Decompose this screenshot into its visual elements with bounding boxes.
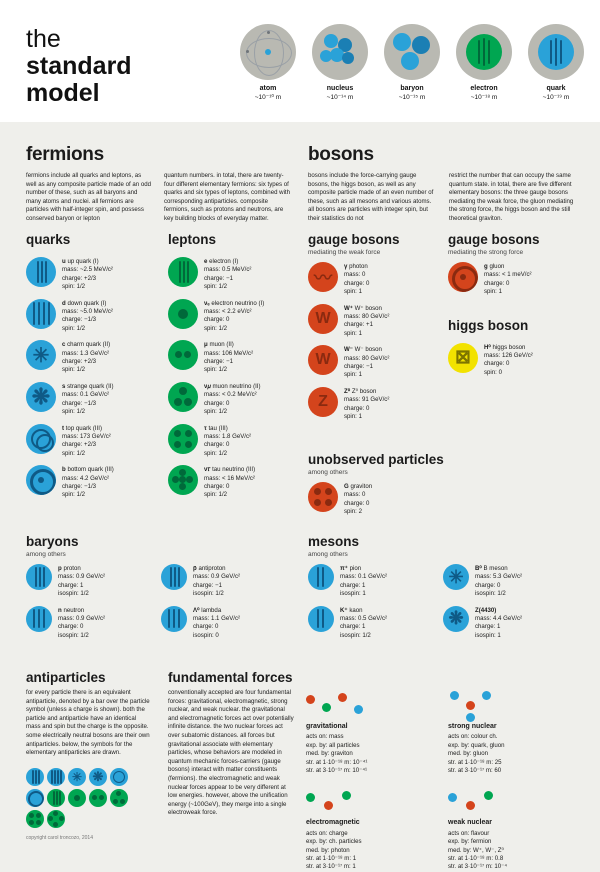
top-quark-icon [26,424,56,454]
copyright-footer: copyright carol troncozo, 2014 [26,835,93,841]
content [0,122,600,871]
electromagnetic-diagram-icon [306,789,436,819]
up-quark-symbol: u [62,258,66,265]
forces-text: conventionally accepted are four fundamental forces: gravitational, electromagnetic, strong nuclear, and weak nuclear. the gravitational and electromagnetic forces act over potentially infinite distance. the two nuclear forces act over subatomic distances. all forces but gravitational associate with elementary particles, whose behaviors are modeled in quantum mechanic forces-carriers (gauge bosons) interact with matter constituents (fermions). the electromagnetic and weak nuclear forces appear to be very different at low energies. however, above the unification energy (~100GeV), they merge into a single electroweak force. [168,689,294,817]
title-line-3: model [26,79,100,107]
pion-icon [308,564,334,590]
up-quark-name: up quark (I) [67,258,99,265]
particle-row-lambda[interactable]: Λ⁰ lambda mass: 1.1 GeV/c² charge: 0 isospin: 0 [161,606,296,641]
leptons-heading: leptons [168,232,217,247]
particle-row-antiproton[interactable]: p̄ antiproton mass: 0.9 GeV/c² charge: −1 isospin: 1/2 [161,564,296,599]
nucleus-icon [312,24,368,80]
kaon-icon [308,606,334,632]
gauge-strong-heading: gauge bosons [448,232,540,247]
scale-caption-electron: electron ~10⁻¹⁸ m [470,85,498,101]
bosons-intro-2: restrict the number that can occupy the same quantum state. in total, there are five different elementary bosons: the three gauge bosons mediating the weak force, the gluon mediating the strong force, the higgs boson and the still theoretical graviton. [449,172,574,222]
particle-row-higgs[interactable]: ⊠ H⁰ higgs boson mass: 126 GeV/c² charge: 0 spin: 0 [448,343,578,378]
baryons-block [26,534,296,647]
antiparticle-icon-1 [26,768,44,786]
bosons-intro-1: bosons include the force-carrying gauge bosons, the higgs boson, as well as any composite particle made of an even number of these, such as all mesons and various atoms. all bosons are particles with integer spin, but their statistics do not [308,172,434,222]
proton-icon [26,564,52,590]
electron-neutrino-icon [168,299,198,329]
force-weak-nuclear: weak nuclear acts on: flavour exp. by: fermion med. by: W⁺, W⁻, Z⁰ str. at 1·10⁻¹⁸ m: 0.8 str. at 3·10⁻¹⁷ m: 10⁻⁴ [448,789,578,871]
up-quark-icon [26,257,56,287]
z-boson-icon: Z [308,387,338,417]
antiparticle-symbol-grid [26,768,146,828]
forces-col-right [448,689,578,872]
quarks-block [26,232,156,507]
particle-row-proton[interactable]: p proton mass: 0.9 GeV/c² charge: 1 isospin: 1/2 [26,564,161,599]
mesons-block [308,534,578,647]
antiparticle-icon-9 [89,789,107,807]
gauge-bosons-weak-block [308,232,438,429]
scale-item-quark [524,24,588,102]
title-line-2: standard [26,52,132,80]
particle-row-charm-quark[interactable]: ✳ c charm quark (II) mass: 1.3 GeV/c² charge: +2/3 spin: 1/2 [26,340,156,375]
scale-caption-nucleus: nucleus ~10⁻¹⁴ m [326,85,354,101]
z4430-icon: ❋ [443,606,469,632]
baryons-heading: baryons [26,534,79,549]
particle-row-muon[interactable]: μ muon (II) mass: 106 MeV/c² charge: −1 spin: 1/2 [168,340,298,375]
particle-row-top-quark[interactable]: t top quark (III) mass: 173 GeV/c² charge: +2/3 spin: 1/2 [26,424,156,459]
particle-row-up-quark[interactable]: u up quark (I) mass: ~2.5 MeV/c² charge: +2/3 spin: 1/2 [26,257,156,292]
strange-quark-icon: ❋ [26,382,56,412]
electron-icon [456,24,512,80]
particle-row-pion[interactable]: π⁺ pion mass: 0.1 GeV/c² charge: 1 isospin: 1 [308,564,443,599]
unobserved-block [308,452,488,524]
scale-item-nucleus [308,24,372,102]
antiparticles-heading: antiparticles [26,670,106,685]
particle-row-down-quark[interactable]: d down quark (I) mass: ~5.0 MeV/c² charge: −1/3 spin: 1/2 [26,299,156,334]
fermions-heading: fermions [26,144,104,165]
quarks-heading: quarks [26,232,71,247]
antiparticle-icon-6 [26,789,44,807]
antiproton-icon [161,564,187,590]
particle-row-electron[interactable]: e electron (I) mass: 0.5 MeV/c² charge: −1 spin: 1/2 [168,257,298,292]
b-meson-icon: ✳ [443,564,469,590]
unobserved-heading: unobserved particles [308,452,444,467]
w-minus-boson-icon: W [308,345,338,375]
antiparticle-icon-2 [47,768,65,786]
mesons-note: among others [308,551,348,558]
page-title [26,26,132,107]
baryons-note: among others [26,551,66,558]
antiparticle-icon-4: ❋ [89,768,107,786]
w-plus-boson-icon: W [308,304,338,334]
particle-row-bottom-quark[interactable]: b bottom quark (III) mass: 4.2 GeV/c² charge: −1/3 spin: 1/2 [26,465,156,500]
antiparticle-icon-3: ✳ [68,768,86,786]
baryon-icon [384,24,440,80]
particle-row-z-boson[interactable]: Z Z⁰ Z⁰ boson mass: 91 GeV/c² charge: 0 spin: 1 [308,387,438,422]
forces-heading: fundamental forces [168,670,293,685]
electron-particle-icon [168,257,198,287]
bosons-heading: bosons [308,144,374,165]
particle-row-tau[interactable]: τ tau (III) mass: 1.8 GeV/c² charge: 0 spin: 1/2 [168,424,298,459]
down-quark-icon [26,299,56,329]
scale-caption-atom: atom ~10⁻¹⁰ m [254,85,282,101]
neutron-icon [26,606,52,632]
photon-icon: 〰 [308,262,338,292]
leptons-block [168,232,298,507]
fermions-section-header [26,144,290,224]
antiparticle-icon-5 [110,768,128,786]
force-strong-nuclear: strong nuclear acts on: colour ch. exp. by: quark, gluon med. by: gluon str. at 1·10⁻¹⁸ m: 25 str. at 3·10⁻¹⁷ m: 60 [448,689,578,775]
gravitational-diagram-icon [306,689,436,723]
gauge-weak-note: mediating the weak force [308,249,381,256]
gauge-bosons-strong-block [448,232,578,384]
forces-col-left [306,689,436,872]
scale-caption-baryon: baryon ~10⁻¹⁵ m [398,85,426,101]
scale-item-electron [452,24,516,102]
fermions-intro-2: quantum numbers. in total, there are twenty-four different elementary fermions: six types of quarks and six types of leptons, combined with corresponding antiparticles. composite fermions, such as protons and neutrons, are key building blocks of everyday matter. [164,172,291,222]
gauge-weak-heading: gauge bosons [308,232,400,247]
atom-icon [240,24,296,80]
gluon-icon [448,262,478,292]
muon-neutrino-icon [168,382,198,412]
particle-row-photon[interactable]: 〰 γ photon mass: 0 charge: 0 spin: 1 [308,262,438,297]
antiparticle-icon-11 [26,810,44,828]
force-electromagnetic: electromagnetic acts on: charge exp. by: ch. particles med. by: photon str. at 1·10⁻¹⁸ m: 1 str. at 3·10⁻¹⁷ m: 1 [306,789,436,871]
antiparticles-block [26,670,156,828]
unobserved-note: among others [308,469,348,476]
bosons-section-header [308,144,578,224]
weak-nuclear-diagram-icon [448,789,578,819]
scale-row [236,24,586,116]
gauge-strong-note: mediating the strong force [448,249,524,256]
particle-row-muon-neutrino[interactable]: ν𝜇 muon neutrino (II) mass: < 0.2 MeV/c² charge: 0 spin: 1/2 [168,382,298,417]
higgs-boson-icon: ⊠ [448,343,478,373]
mesons-heading: mesons [308,534,360,549]
fermions-intro-1: fermions include all quarks and leptons, as well as any composite particle made of an odd number of these, such as all baryons and many atoms and nuclei. all fermions are particles with half-integer spin, and possess conserved baryon or lepton [26,172,151,222]
bottom-quark-icon [26,465,56,495]
particle-row-kaon[interactable]: K⁺ kaon mass: 0.5 GeV/c² charge: 1 isospin: 1/2 [308,606,443,641]
particle-row-b-meson[interactable]: ✳ B⁰ B meson mass: 5.3 GeV/c² charge: 0 isospin: 1/2 [443,564,578,599]
lambda-icon [161,606,187,632]
title-line-1: the [26,25,61,53]
force-gravitational: gravitational acts on: mass exp. by: all particles med. by: graviton str. at 1·10⁻¹⁸ m: 10⁻⁴¹ str. at 3·10⁻¹⁷ m: 10⁻⁴¹ [306,689,436,775]
particle-row-w-minus-boson[interactable]: W W⁻ W⁻ boson mass: 80 GeV/c² charge: −1 spin: 1 [308,345,438,380]
particle-row-strange-quark[interactable]: ❋ s strange quark (II) mass: 0.1 GeV/c² charge: −1/3 spin: 1/2 [26,382,156,417]
graviton-icon [308,482,338,512]
header [0,0,600,122]
quark-icon [528,24,584,80]
particle-row-z4430[interactable]: ❋ Z(4430) mass: 4.4 GeV/c² charge: 1 isospin: 1 [443,606,578,641]
antiparticle-icon-7 [47,789,65,807]
particle-row-w-plus-boson[interactable]: W W⁺ W⁺ boson mass: 80 GeV/c² charge: +1 spin: 1 [308,304,438,339]
antiparticles-text: for every particle there is an equivalent antiparticle, denoted by a bar over the particle symbol (unless a charge is shown). both the particle and antiparticle have an identical mass and spin but the charge is the opposite. some electrically neutral bosons are their own antiparticles. below, the symbols for the elementary antiparticles are drawn. [26,689,150,757]
higgs-heading: higgs boson [448,317,529,333]
scale-caption-quark: quark ~10⁻¹⁹ m [542,85,570,101]
antiparticle-icon-12 [47,810,65,828]
antiparticle-icon-10 [110,789,128,807]
strong-nuclear-diagram-icon [448,689,578,723]
scale-item-baryon [380,24,444,102]
tau-icon [168,424,198,454]
particle-row-tau-neutrino[interactable]: ν𝜏 tau neutrino (III) mass: < 16 MeV/c² charge: 0 spin: 1/2 [168,465,298,500]
particle-row-electron-neutrino[interactable]: νₑ electron neutrino (I) mass: < 2.2 eV/c² charge: 0 spin: 1/2 [168,299,298,334]
particle-row-neutron[interactable]: n neutron mass: 0.9 GeV/c² charge: 0 isospin: 1/2 [26,606,161,641]
scale-item-atom [236,24,300,102]
particle-row-gluon[interactable]: g gluon mass: < 1 meV/c² charge: 0 spin: 1 [448,262,578,297]
muon-icon [168,340,198,370]
charm-quark-icon: ✳ [26,340,56,370]
particle-row-graviton[interactable]: G graviton mass: 0 charge: 0 spin: 2 [308,482,488,517]
tau-neutrino-icon [168,465,198,495]
fundamental-forces-block [168,670,578,872]
antiparticle-icon-8 [68,789,86,807]
